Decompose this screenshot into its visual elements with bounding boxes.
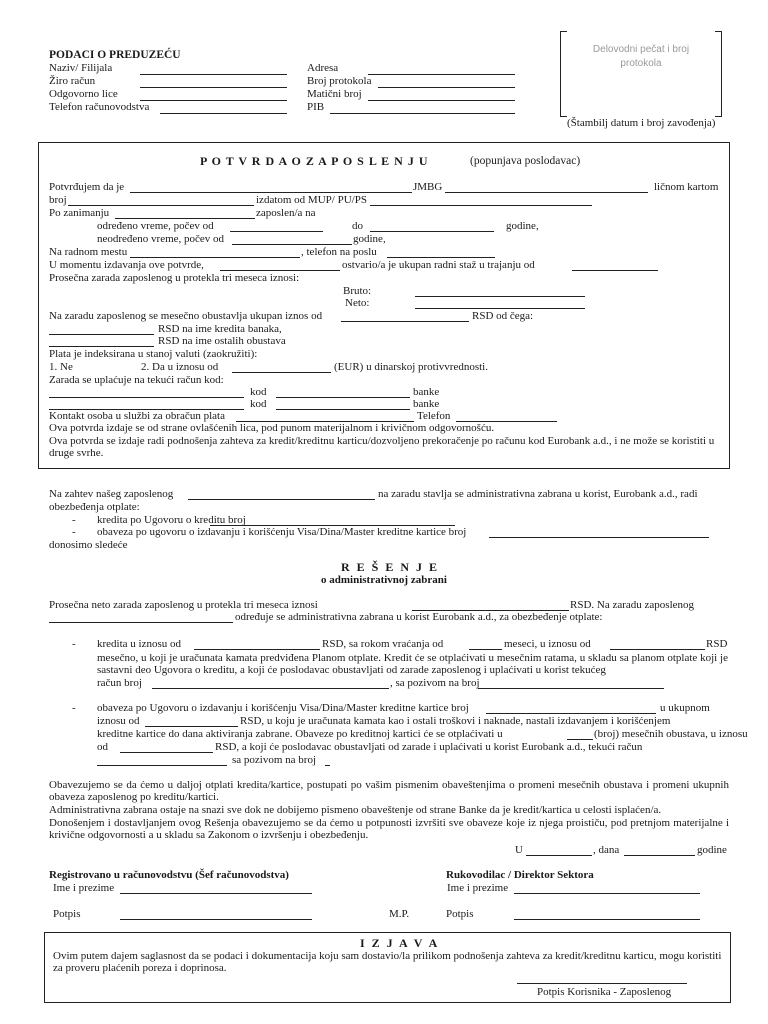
account1-kod-label: kod [250,386,267,398]
company-section-title: PODACI O PREDUZEĆU [49,49,181,61]
card-reference-label: sa pozivom na broj [232,754,317,766]
installments-count-field[interactable] [567,739,593,740]
installments-count-label: (broj) mesečnih obustava, u iznosu [594,728,748,740]
installment-label: meseci, u iznosu od [504,638,591,650]
account2-kod-label: kod [250,398,267,410]
statement-title: I Z J A V A [360,936,440,950]
total-label: u ukupnom [660,702,710,714]
accounting-signature-label: Potpis [53,908,81,920]
net-field[interactable] [415,308,585,309]
statement-text: Ovim putem dajem saglasnost da se podaci i dokumentacija koju sam dostavio/la prilikom podnošenja zahteva za kredit/kreditnu karticu, mogu koristiti za proveru plaćenih poreza i doprinosa. [53,950,722,974]
monthly-deduction-field[interactable] [341,321,469,322]
jmbg-label: JMBG [413,181,443,193]
accounting-name-field[interactable] [120,893,312,894]
salary-account-label: Zarada se uplaćuje na tekući račun kod: [49,374,224,386]
director-title: Rukovodilac / Direktor Sektora [446,869,594,881]
director-signature-field[interactable] [514,919,700,920]
place-field[interactable] [526,855,592,856]
account2-bank-label: banke [413,398,440,410]
date-label: , dana [593,844,620,856]
accounting-phone-label: Telefon računovodstva [49,101,150,113]
monthly-deduction-label: Na zaradu zaposlenog se mesečno obustavlja ukupan iznos od [49,310,323,322]
jmbg-field[interactable] [445,192,648,193]
gross-field[interactable] [415,296,585,297]
date-field[interactable] [624,855,695,856]
work-phone-label: , telefon na poslu [301,246,377,258]
other-deductions-label: RSD na ime ostalih obustava [158,335,286,347]
card-installment-field[interactable] [120,752,213,753]
address-field[interactable] [368,74,515,75]
card-amount-label: iznosu od [97,715,140,727]
accounting-name-label: Ime i prezime [53,882,115,894]
stamp-text-line2: protokola [620,58,662,69]
request-text: na zaradu stavlja se administrativna zabrana u korist, Eurobank a.d., radi [378,488,698,500]
loan-amount-field[interactable] [194,649,320,650]
issued-by-label: izdatom od MUP/ PU/PS [256,194,367,206]
permanent-start-field[interactable] [232,244,352,245]
indexation-yes-option[interactable]: 2. Da u iznosu od [141,361,219,373]
request-bullet1: - [72,514,76,526]
loan-contract-label: kredita po Ugovoru o kreditu broj [97,514,246,526]
confirmation-title: P O T V R D A O Z A P O S L E N J U [200,154,429,168]
occupation-field[interactable] [115,218,255,219]
employee-name-field[interactable] [130,192,412,193]
payroll-contact-label: Kontakt osoba u službi za obračun plata [49,410,225,422]
ban-validity-paragraph: Administrativna zabrana ostaje na snazi sve dok ne dobijemo pismeno obaveštenje od strane Banke da je kredit/kartica u celosti isplaćen/a. [49,804,662,816]
decision-title: R E Š E N J E [341,560,440,574]
card-label: obaveza po Ugovoru o izdavanju i korišćenju Visa/Dina/Master kreditne kartice broj [97,702,469,714]
card-reference-field[interactable] [325,765,330,766]
other-deductions-field[interactable] [49,346,154,347]
request-label: Na zahtev našeg zaposlenog [49,488,174,500]
address-label: Adresa [307,62,339,74]
employee-decision-field[interactable] [49,622,233,623]
obligation-paragraph: Donošenjem i dostavljanjem ovog Rešenja obavezujemo se da ćemo u potpunosti izvršiti sve obaveze koje iz njega proističu, pod pretnjom materijalne i krivične odgovornosti a u skladu sa Zakonom o izvršenju i obezbeđenju. [49,817,729,841]
stamp-area [560,31,722,115]
we-adopt-label: donosimo sledeće [49,539,128,551]
accounting-signature-field[interactable] [120,919,312,920]
responsible-person-label: Odgovorno lice [49,88,118,100]
request-securing-label: obezbeđenja otplate: [49,501,140,513]
issued-by-field[interactable] [370,205,592,206]
of-which-label: RSD od čega: [472,310,534,322]
issuance-moment-label: U momentu izdavanja ove potvrde, [49,259,204,271]
occupation-label: Po zanimanju [49,207,110,219]
decision-subtitle: o administrativnoj zabrani [321,574,447,586]
gross-label: Bruto: [343,285,372,297]
request-bullet2: - [72,526,76,538]
director-signature-label: Potpis [446,908,474,920]
director-name-field[interactable] [514,893,700,894]
net-label: Neto: [345,297,370,309]
accounting-phone-field[interactable] [160,113,287,114]
loan-account-label: račun broj [97,677,142,689]
loan-repayment-text: mesečno, u koji je uračunata kamata predviđena Planom otplate. Kredit će se otplaćivati u mesečnim ratama, u skladu sa planom otplate koji je sastavni deo Ugovora o kreditu, a koji će poslodavac obustavljati od zarade zaposlenog i uplaćivati u korist tekućeg [97,652,728,676]
commitment-paragraph: Obavezujemo se da ćemo u daljoj otplati kredita/kartice, postupati po vašim pismenim obaveštenjima o promeni mesečnih obustava i promeni ukupnih obaveza zaposlenog po kreditu/kartici. [49,779,729,803]
employed-on-label: zaposlen/a na [256,207,316,219]
card-installment-text: RSD, a koji će poslodavac obustavljati od zarade i uplaćivati u korist Eurobank a.d., tekući račun [215,741,643,753]
average-salary-label: Prosečna zarada zaposlenog u protekla tri meseca iznosi: [49,272,300,284]
account-field[interactable] [140,87,287,88]
employee-signature-label: Potpis Korisnika - Zaposlenog [537,986,672,998]
permanent-label: neodređeno vreme, počev od [97,233,225,245]
pib-field[interactable] [330,113,515,114]
purpose-note: Ova potvrda se izdaje radi podnošenja zahteva za kredit/kreditnu karticu/dozvoljeno prekoračenje po računu kod Eurobank a.d., i ne može se koristiti u druge svrhe. [49,435,715,459]
installment-rsd: RSD [706,638,728,650]
company-name-field[interactable] [140,74,287,75]
avg-net-salary-rsd: RSD. Na zaradu zaposlenog [570,599,695,611]
account-label: Žiro račun [49,75,96,87]
repayment-term-field[interactable] [469,649,502,650]
ban-determined-label: određuje se administrativna zabrana u korist Eurobank a.d., za obezbeđenje otplate: [235,611,603,623]
fixed-term-year-label: godine, [506,220,539,232]
indexation-amount-field[interactable] [232,372,331,373]
account1-bank-label: banke [413,386,440,398]
loan-reference-label: , sa pozivom na broj [390,677,480,689]
work-experience-label: ostvario/a je ukupan radni staž u trajanju od [342,259,535,271]
confirmation-subtitle: (popunjava poslodavac) [470,155,581,167]
stamp-caption: (Štambilj datum i broj zavođenja) [567,117,716,129]
bank-loans-field[interactable] [49,334,154,335]
card-amount-field[interactable] [145,726,238,727]
workplace-label: Na radnom mestu [49,246,128,258]
place-label: U [515,844,523,856]
repayment-term-label: RSD, sa rokom vraćanja od [322,638,444,650]
employee-signature-field[interactable] [517,983,687,984]
loan-account-field[interactable] [152,688,389,689]
installment-field[interactable] [610,649,705,650]
year-label: godine [697,844,727,856]
loan-reference-field[interactable] [478,688,664,689]
id-card-label: ličnom kartom [654,181,719,193]
director-name-label: Ime i prezime [447,882,509,894]
card-contract-field[interactable] [489,537,709,538]
bank1-field[interactable] [276,397,410,398]
card-number-field[interactable] [486,713,656,714]
card-contract-label: obaveza po ugovoru o izdavanju i korišćenju Visa/Dina/Master kreditne kartice broj [97,526,467,538]
fixed-term-label: određeno vreme, počev od [97,220,214,232]
workplace-field[interactable] [130,257,300,258]
work-experience-field[interactable] [572,270,658,271]
indexation-label: Plata je indeksirana u stanoj valuti (zaokružiti): [49,348,258,360]
indexation-no-option[interactable]: 1. Ne [49,361,73,373]
stamp-text-line1: Delovodni pečat i broj [592,44,690,55]
company-name-label: Naziv/ Filijala [49,62,113,74]
card-amount-text: RSD, u koju je uračunata kamata kao i ostali troškovi i naknade, nastali izdavanjem i korišćenjem [240,715,671,727]
bank2-field[interactable] [276,409,410,410]
issuance-field[interactable] [220,270,340,271]
protocol-number-field[interactable] [378,87,515,88]
employee-request-field[interactable] [188,499,375,500]
accounting-title: Registrovano u računovodstvu (Šef računovodstva) [49,869,289,881]
registration-number-field[interactable] [368,100,515,101]
pib-label: PIB [307,101,325,113]
id-number-label: broj [49,194,67,206]
fixed-term-end-field[interactable] [370,231,494,232]
loan-amount-label: kredita u iznosu od [97,638,182,650]
responsible-person-field[interactable] [140,100,287,101]
protocol-number-label: Broj protokola [307,75,372,87]
account1-field[interactable] [49,397,244,398]
indexation-eur-label: (EUR) u dinarskoj protivvrednosti. [334,361,488,373]
fixed-term-to-label: do [352,220,363,232]
card-installment-label: od [97,741,108,753]
work-phone-field[interactable] [387,257,495,258]
liability-note: Ova potvrda izdaje se od strane ovlašćenih lica, pod punom materijalnom i krivičnom odgovornošću. [49,422,495,434]
decision-bullet1: - [72,638,76,650]
confirm-line1-label: Potvrđujem da je [49,181,125,193]
card-activation-text: kreditne kartice do dana aktiviranja zabrane. Obaveze po kreditnoj kartici će se otplaćivati u [97,728,503,740]
payroll-phone-label: Telefon [417,410,451,422]
registration-number-label: Matični broj [307,88,362,100]
bank-loans-label: RSD na ime kredita banaka, [158,323,282,335]
decision-bullet2: - [72,702,76,714]
avg-net-salary-label: Prosečna neto zarada zaposlenog u protekla tri meseca iznosi [49,599,318,611]
id-number-field[interactable] [68,205,254,206]
card-account-field[interactable] [97,765,227,766]
permanent-year-label: godine, [353,233,386,245]
fixed-term-start-field[interactable] [230,231,323,232]
stamp-mp-label: M.P. [389,908,410,920]
